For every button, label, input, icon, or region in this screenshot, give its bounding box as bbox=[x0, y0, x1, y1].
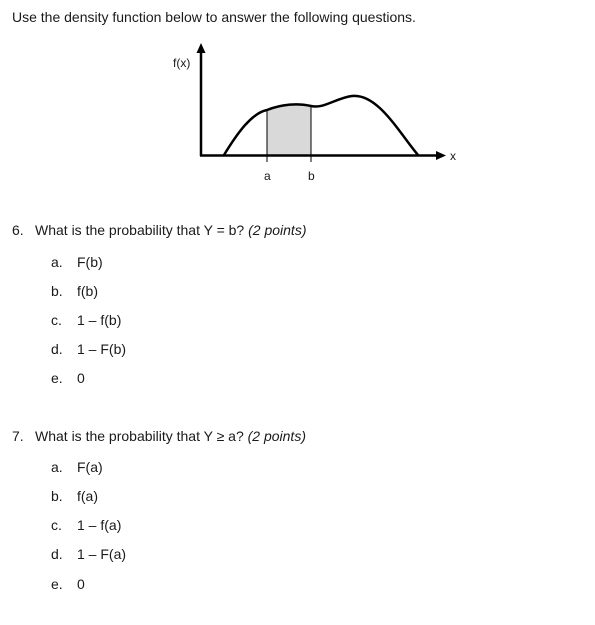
option-text: 0 bbox=[77, 370, 85, 386]
instructions-text: Use the density function below to answer the following questions. bbox=[12, 9, 416, 25]
option-letter: e. bbox=[51, 576, 63, 592]
option-letter: b. bbox=[51, 488, 63, 504]
option-text: 0 bbox=[77, 576, 85, 592]
question-text: What is the probability that Y ≥ a? bbox=[35, 428, 244, 444]
option-letter: c. bbox=[51, 517, 62, 533]
option-6e bbox=[51, 370, 85, 386]
y-axis-label: f(x) bbox=[173, 56, 191, 70]
option-6c bbox=[51, 312, 121, 328]
option-text: 1 – F(b) bbox=[77, 341, 127, 357]
x-axis-arrowhead bbox=[436, 151, 446, 160]
option-7b bbox=[51, 488, 98, 504]
option-text: 1 – f(a) bbox=[77, 517, 122, 533]
option-letter: a. bbox=[51, 254, 63, 270]
a-label: a bbox=[264, 169, 271, 183]
question-text: What is the probability that Y = b? bbox=[35, 222, 245, 238]
option-letter: b. bbox=[51, 283, 63, 299]
option-6d bbox=[51, 341, 126, 357]
question-7 bbox=[12, 428, 306, 444]
b-label: b bbox=[308, 169, 315, 183]
option-text: F(b) bbox=[77, 254, 103, 270]
question-6 bbox=[12, 222, 306, 238]
shaded-area bbox=[267, 104, 311, 155]
option-text: f(b) bbox=[77, 283, 98, 299]
y-axis-arrowhead bbox=[197, 43, 206, 53]
option-letter: c. bbox=[51, 312, 62, 328]
option-letter: d. bbox=[51, 546, 63, 562]
option-letter: a. bbox=[51, 459, 63, 475]
option-6a bbox=[51, 254, 103, 270]
option-6b bbox=[51, 283, 98, 299]
option-7a bbox=[51, 459, 103, 475]
option-7d bbox=[51, 546, 126, 562]
density-curve bbox=[224, 96, 418, 155]
option-7e bbox=[51, 576, 85, 592]
option-letter: d. bbox=[51, 341, 63, 357]
density-function-figure bbox=[0, 0, 595, 200]
question-number: 7. bbox=[12, 428, 24, 444]
question-number: 6. bbox=[12, 222, 24, 238]
points-label: (2 points) bbox=[248, 222, 307, 238]
option-text: 1 – f(b) bbox=[77, 312, 122, 328]
x-axis-label: x bbox=[450, 149, 456, 163]
option-7c bbox=[51, 517, 121, 533]
points-label: (2 points) bbox=[247, 428, 306, 444]
option-letter: e. bbox=[51, 370, 63, 386]
option-text: f(a) bbox=[77, 488, 98, 504]
option-text: F(a) bbox=[77, 459, 103, 475]
option-text: 1 – F(a) bbox=[77, 546, 127, 562]
